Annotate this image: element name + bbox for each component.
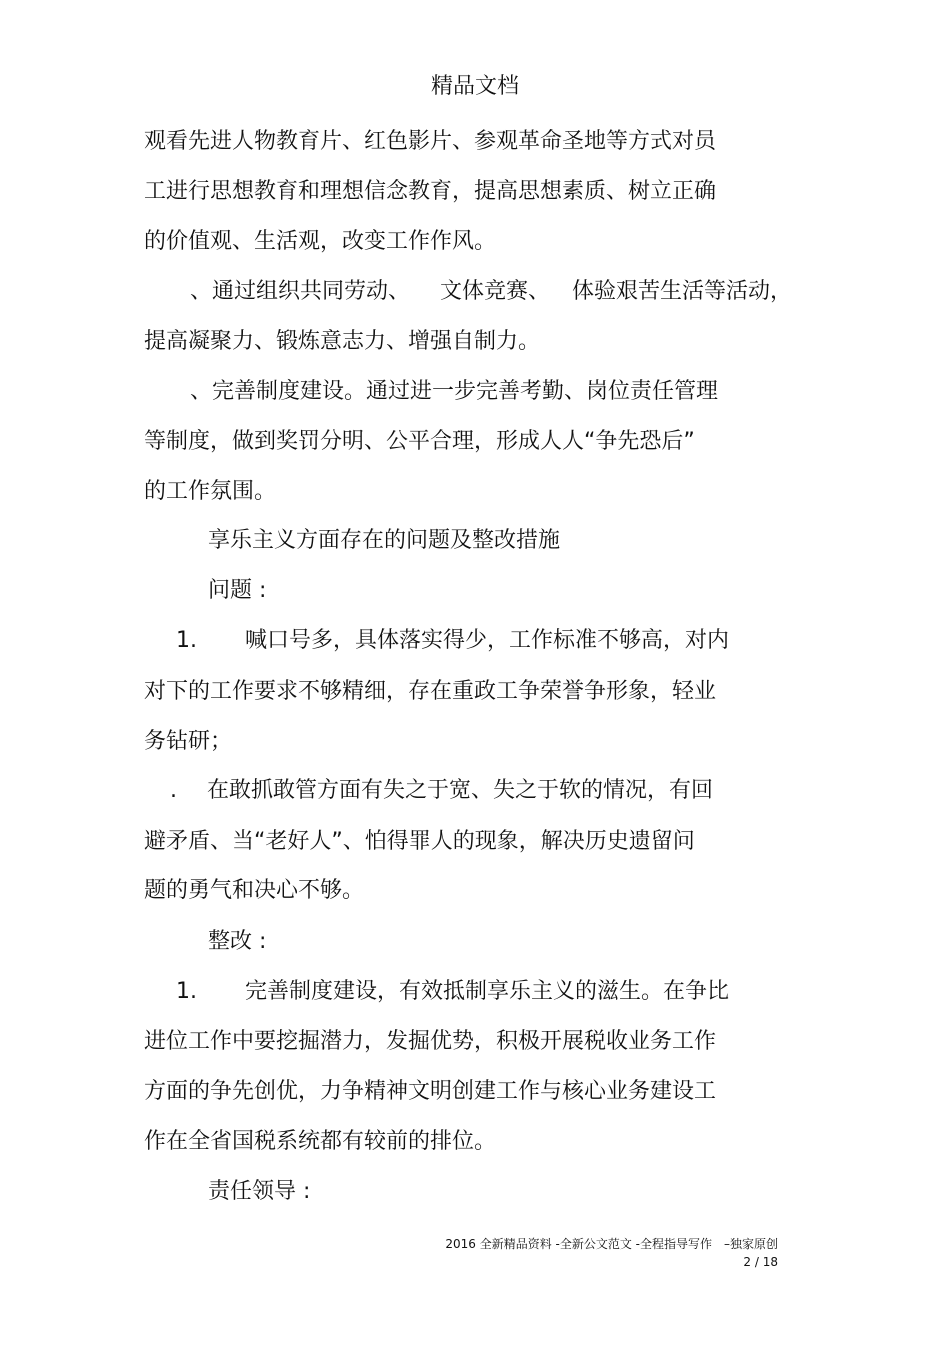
page-header-title: 精品文档 [430, 74, 519, 99]
rectification-item-1-number: 1. [176, 979, 197, 1004]
body-line-6: 、完善制度建设。通过进一步完善考勤、岗位责任管理 [190, 379, 719, 404]
body-line-19: 进位工作中要挖掘潜力，发掘优势，积极开展税收业务工作 [144, 1029, 717, 1054]
footer-note: 2016 全新精品资料 -全新公文范文 -全程指导写作 –独家原创 [445, 1237, 778, 1251]
problem-item-2-text: 在敢抓敢管方面有失之于宽、失之于软的情况，有回 [207, 778, 714, 803]
rectification-label: 整改 : [208, 929, 267, 954]
rectification-item-1 [176, 977, 729, 1007]
body-line-4 [190, 277, 792, 307]
body-line-21: 作在全省国税系统都有较前的排位。 [144, 1129, 497, 1154]
body-line-1: 观看先进人物教育片、红色影片、参观革命圣地等方式对员 [144, 129, 717, 154]
body-line-13: 务钻研； [144, 729, 233, 754]
body-line-4-part-3: 体验艰苦生活等活动， [572, 279, 793, 304]
problem-item-2 [170, 776, 713, 806]
problem-item-2-number: . [170, 778, 177, 803]
body-line-12: 对下的工作要求不够精细，存在重政工争荣誉争形象，轻业 [144, 679, 717, 704]
body-line-16: 题的勇气和决心不够。 [144, 878, 365, 903]
body-line-7: 等制度，做到奖罚分明、公平合理，形成人人“争先恐后” [144, 429, 695, 454]
responsible-leader-label: 责任领导 : [208, 1179, 311, 1204]
problem-item-1-text: 喊口号多，具体落实得少，工作标准不够高，对内 [245, 628, 730, 653]
problems-label: 问题 : [208, 578, 267, 603]
body-line-4-part-2: 文体竞赛、 [440, 279, 551, 304]
body-line-3: 的价值观、生活观，改变工作作风。 [144, 229, 497, 254]
body-line-2: 工进行思想教育和理想信念教育，提高思想素质、树立正确 [144, 179, 717, 204]
body-line-8: 的工作氛围。 [144, 479, 277, 504]
body-line-20: 方面的争先创优，力争精神文明创建工作与核心业务建设工 [144, 1079, 717, 1104]
body-line-5: 提高凝聚力、锻炼意志力、增强自制力。 [144, 329, 541, 354]
body-line-4-part-1: 、通过组织共同劳动、 [190, 279, 411, 304]
page-number: 2 / 18 [743, 1255, 778, 1269]
problem-item-1-number: 1. [176, 628, 197, 653]
problem-item-1 [176, 626, 729, 656]
section-heading: 享乐主义方面存在的问题及整改措施 [208, 528, 561, 553]
rectification-item-1-text: 完善制度建设，有效抵制享乐主义的滋生。在争比 [245, 979, 730, 1004]
body-line-15: 避矛盾、当“老好人”、怕得罪人的现象，解决历史遗留问 [144, 829, 695, 854]
